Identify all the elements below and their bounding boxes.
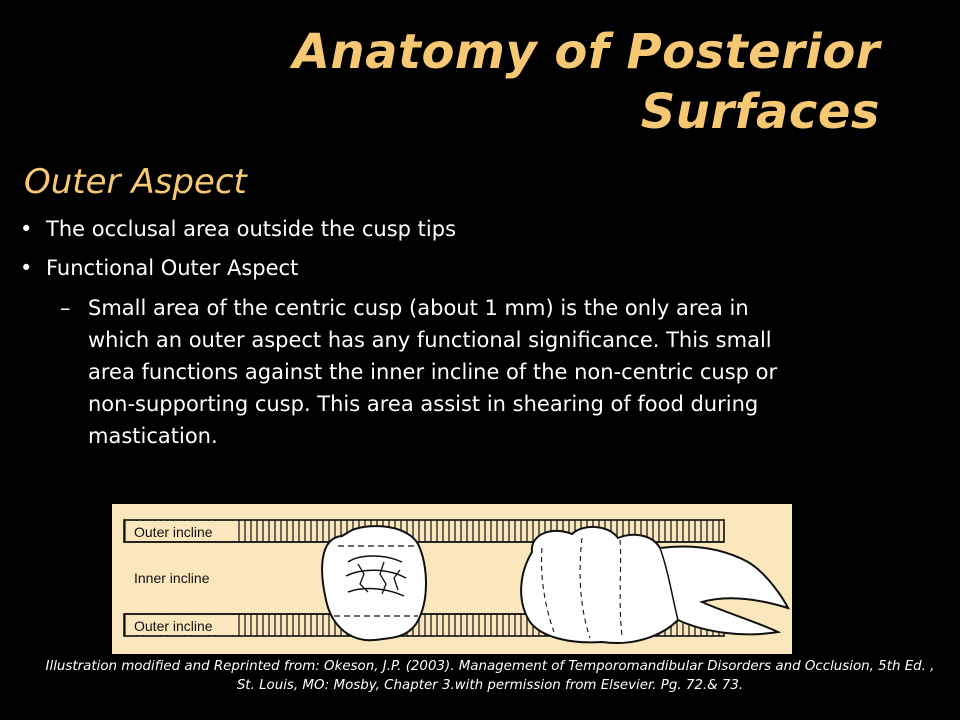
sub-bullet-text: Small area of the centric cusp (about 1 mm) is the only area in which an outer aspect has any functional significance. This small area functions against the inner incline of the non-centric cusp or non-supporting cusp. This area assist in shearing of food during mastication. — [88, 296, 778, 448]
bullet-list — [18, 214, 798, 452]
bullet-marker: • — [20, 256, 33, 280]
bullet-text: Functional Outer Aspect — [46, 256, 299, 280]
bullet-item — [18, 214, 798, 244]
label-inner-incline: Inner incline — [134, 570, 210, 586]
sub-bullet-item — [18, 292, 788, 452]
bullet-marker: • — [20, 217, 33, 241]
tooth-illustration — [112, 504, 792, 654]
label-outer-incline-top: Outer incline — [134, 524, 213, 540]
side-tooth-drawing — [521, 527, 788, 643]
occlusal-tooth-drawing — [322, 526, 426, 640]
slide-subtitle: Outer Aspect — [24, 162, 247, 202]
bullet-text: The occlusal area outside the cusp tips — [46, 217, 457, 241]
figure-caption: Illustration modified and Reprinted from: Okeson, J.P. (2003). Management of Temporomandibular Disorders and Occlusion, 5th Ed. , St. Louis, MO: Mosby, Chapter 3.with permission from Elsevier. Pg. 72.& 73. — [45, 659, 935, 693]
slide-title: Anatomy of Posterior Surfaces — [292, 24, 880, 140]
sub-bullet-marker: – — [60, 296, 71, 320]
tooth-diagram — [112, 504, 792, 654]
bullet-item — [18, 253, 798, 283]
label-outer-incline-bottom: Outer incline — [134, 618, 213, 634]
